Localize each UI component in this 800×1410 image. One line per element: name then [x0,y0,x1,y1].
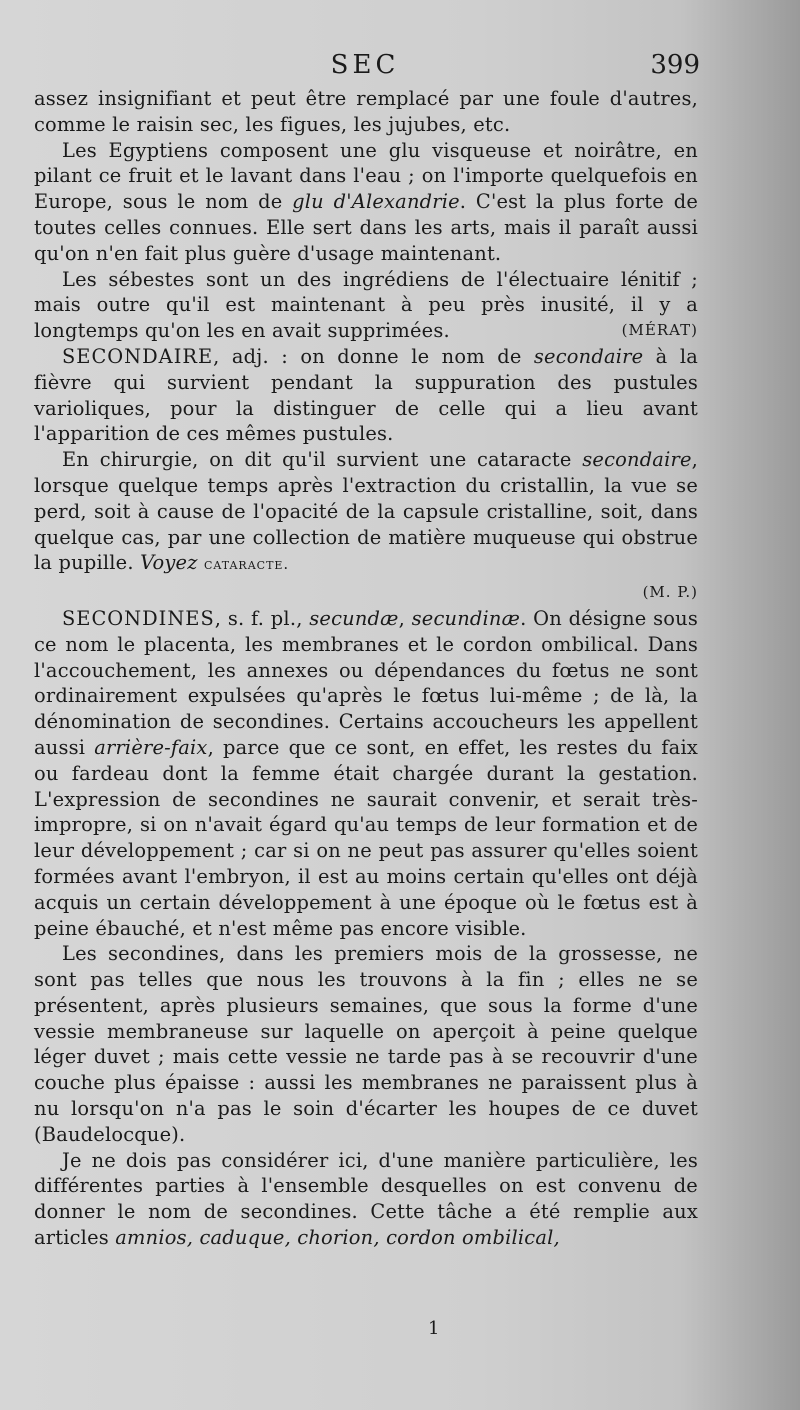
italic-term: secundæ [309,606,399,630]
text-run: , lorsque quelque temps après l'extraction du cristallin, la vue se perd, soit à cause de l'opacité de la capsule cristalline, soit, dans quelque cas, par une collection de matière muqueuse qui obstrue la pupille. [34,448,698,575]
text-run: Les Egyptiens composent une glu visqueuse et noirâtre, en pilant ce fruit et le lavant dans l'eau ; on l'importe quelquefois en Europe, sous le nom de [34,138,698,214]
text-run: , parce que ce sont, en effet, les restes du faix ou fardeau dont la femme était chargée durant la gestation. L'expression de secondines ne saurait convenir, et serait très-impropre, si on n'avait égard qu'au temps de leur formation et de leur développement ; car si on ne peut pas assurer qu'elles soient formées avant l'embryon, il est au moins certain qu'elles ont déjà acquis un certain développement à une époque où le fœtus est à peine ébauché, et n'est même pas encore visible. [34,735,698,940]
paragraph: assez insignifiant et peut être remplacé par une foule d'autres, comme le raisin sec, les figues, les jujubes, etc. [34,87,698,136]
author-signature: (MÉRAT) [621,321,698,340]
italic-term: secondaire [582,448,692,472]
entry-headword: SECONDINES [62,606,215,630]
cross-reference-target: cataracte. [203,555,290,574]
paragraph [34,447,698,606]
paragraph [34,1148,698,1251]
italic-term: arrière-faix [94,735,208,759]
body-text [34,86,698,1251]
running-head: SEC [330,50,400,80]
text-run: à la fièvre qui survient pendant la suppuration des pustules varioliques, pour la distinguer de celle qui a lieu avant l'apparition de ces mêmes pustules. [34,344,698,446]
page-header [30,50,700,86]
paragraph [34,267,698,344]
entry-paragraph [34,606,698,941]
entry-paragraph [34,344,698,447]
text-run: . C'est la plus forte de toutes celles connues. Elle sert dans les arts, mais il paraît aussi qu'on n'en fait plus guère d'usage maintenant. [34,190,698,265]
paragraph: Les secondines, dans les premiers mois de la grossesse, ne sont pas telles que nous les trouvons à la fin ; elles ne se présentent, après plusieurs semaines, que sous la forme d'une vessie membraneuse sur laquelle on aperçoit à peine quelque léger duvet ; mais cette vessie ne tarde pas à se recouvrir d'une couche plus épaisse : aussi les membranes ne paraissent plus à nu lorsqu'on n'a pas le soin d'écarter les houpes de ce duvet (Baudelocque). [34,942,698,1146]
footer-mark: 1 [428,1318,440,1339]
italic-term: glu d'Alexandrie [292,190,460,214]
italic-term: secundinæ [411,606,521,630]
page-number: 399 [650,50,700,80]
text-run: , adj. : on donne le nom de [213,344,534,368]
author-signature-text: (M. P.) [642,583,698,602]
italic-term: secondaire [533,344,644,368]
cross-reference-voyez: Voyez [140,551,198,575]
text-run: En chirurgie, on dit qu'il survient une cataracte [62,448,583,472]
text-run: Les sébestes sont un des ingrédiens de l'électuaire lénitif ; mais outre qu'il est maintenant à peu près inusité, il y a longtemps qu'on les en avait supprimées. [34,267,698,343]
text-run: , s. f. pl., [214,606,310,630]
author-signature [34,578,698,606]
text-run: , [398,606,412,630]
italic-term: amnios, caduque, chorion, cordon ombilical, [115,1226,560,1250]
paragraph [34,138,698,267]
entry-headword: SECONDAIRE [62,344,214,368]
text-run: Je ne dois pas considérer ici, d'une manière particulière, les différentes parties à l'ensemble desquelles on est convenu de donner le nom de secondines. Cette tâche a été remplie aux articles [34,1148,698,1250]
text-run: . On désigne sous ce nom le placenta, les membranes et le cordon ombilical. Dans l'accouchement, les annexes ou dépendances du fœtus ne sont ordinairement expulsées qu'après le fœtus lui-même ; de là, la dénomination de secondines. Certains accoucheurs les appellent aussi [34,606,699,759]
